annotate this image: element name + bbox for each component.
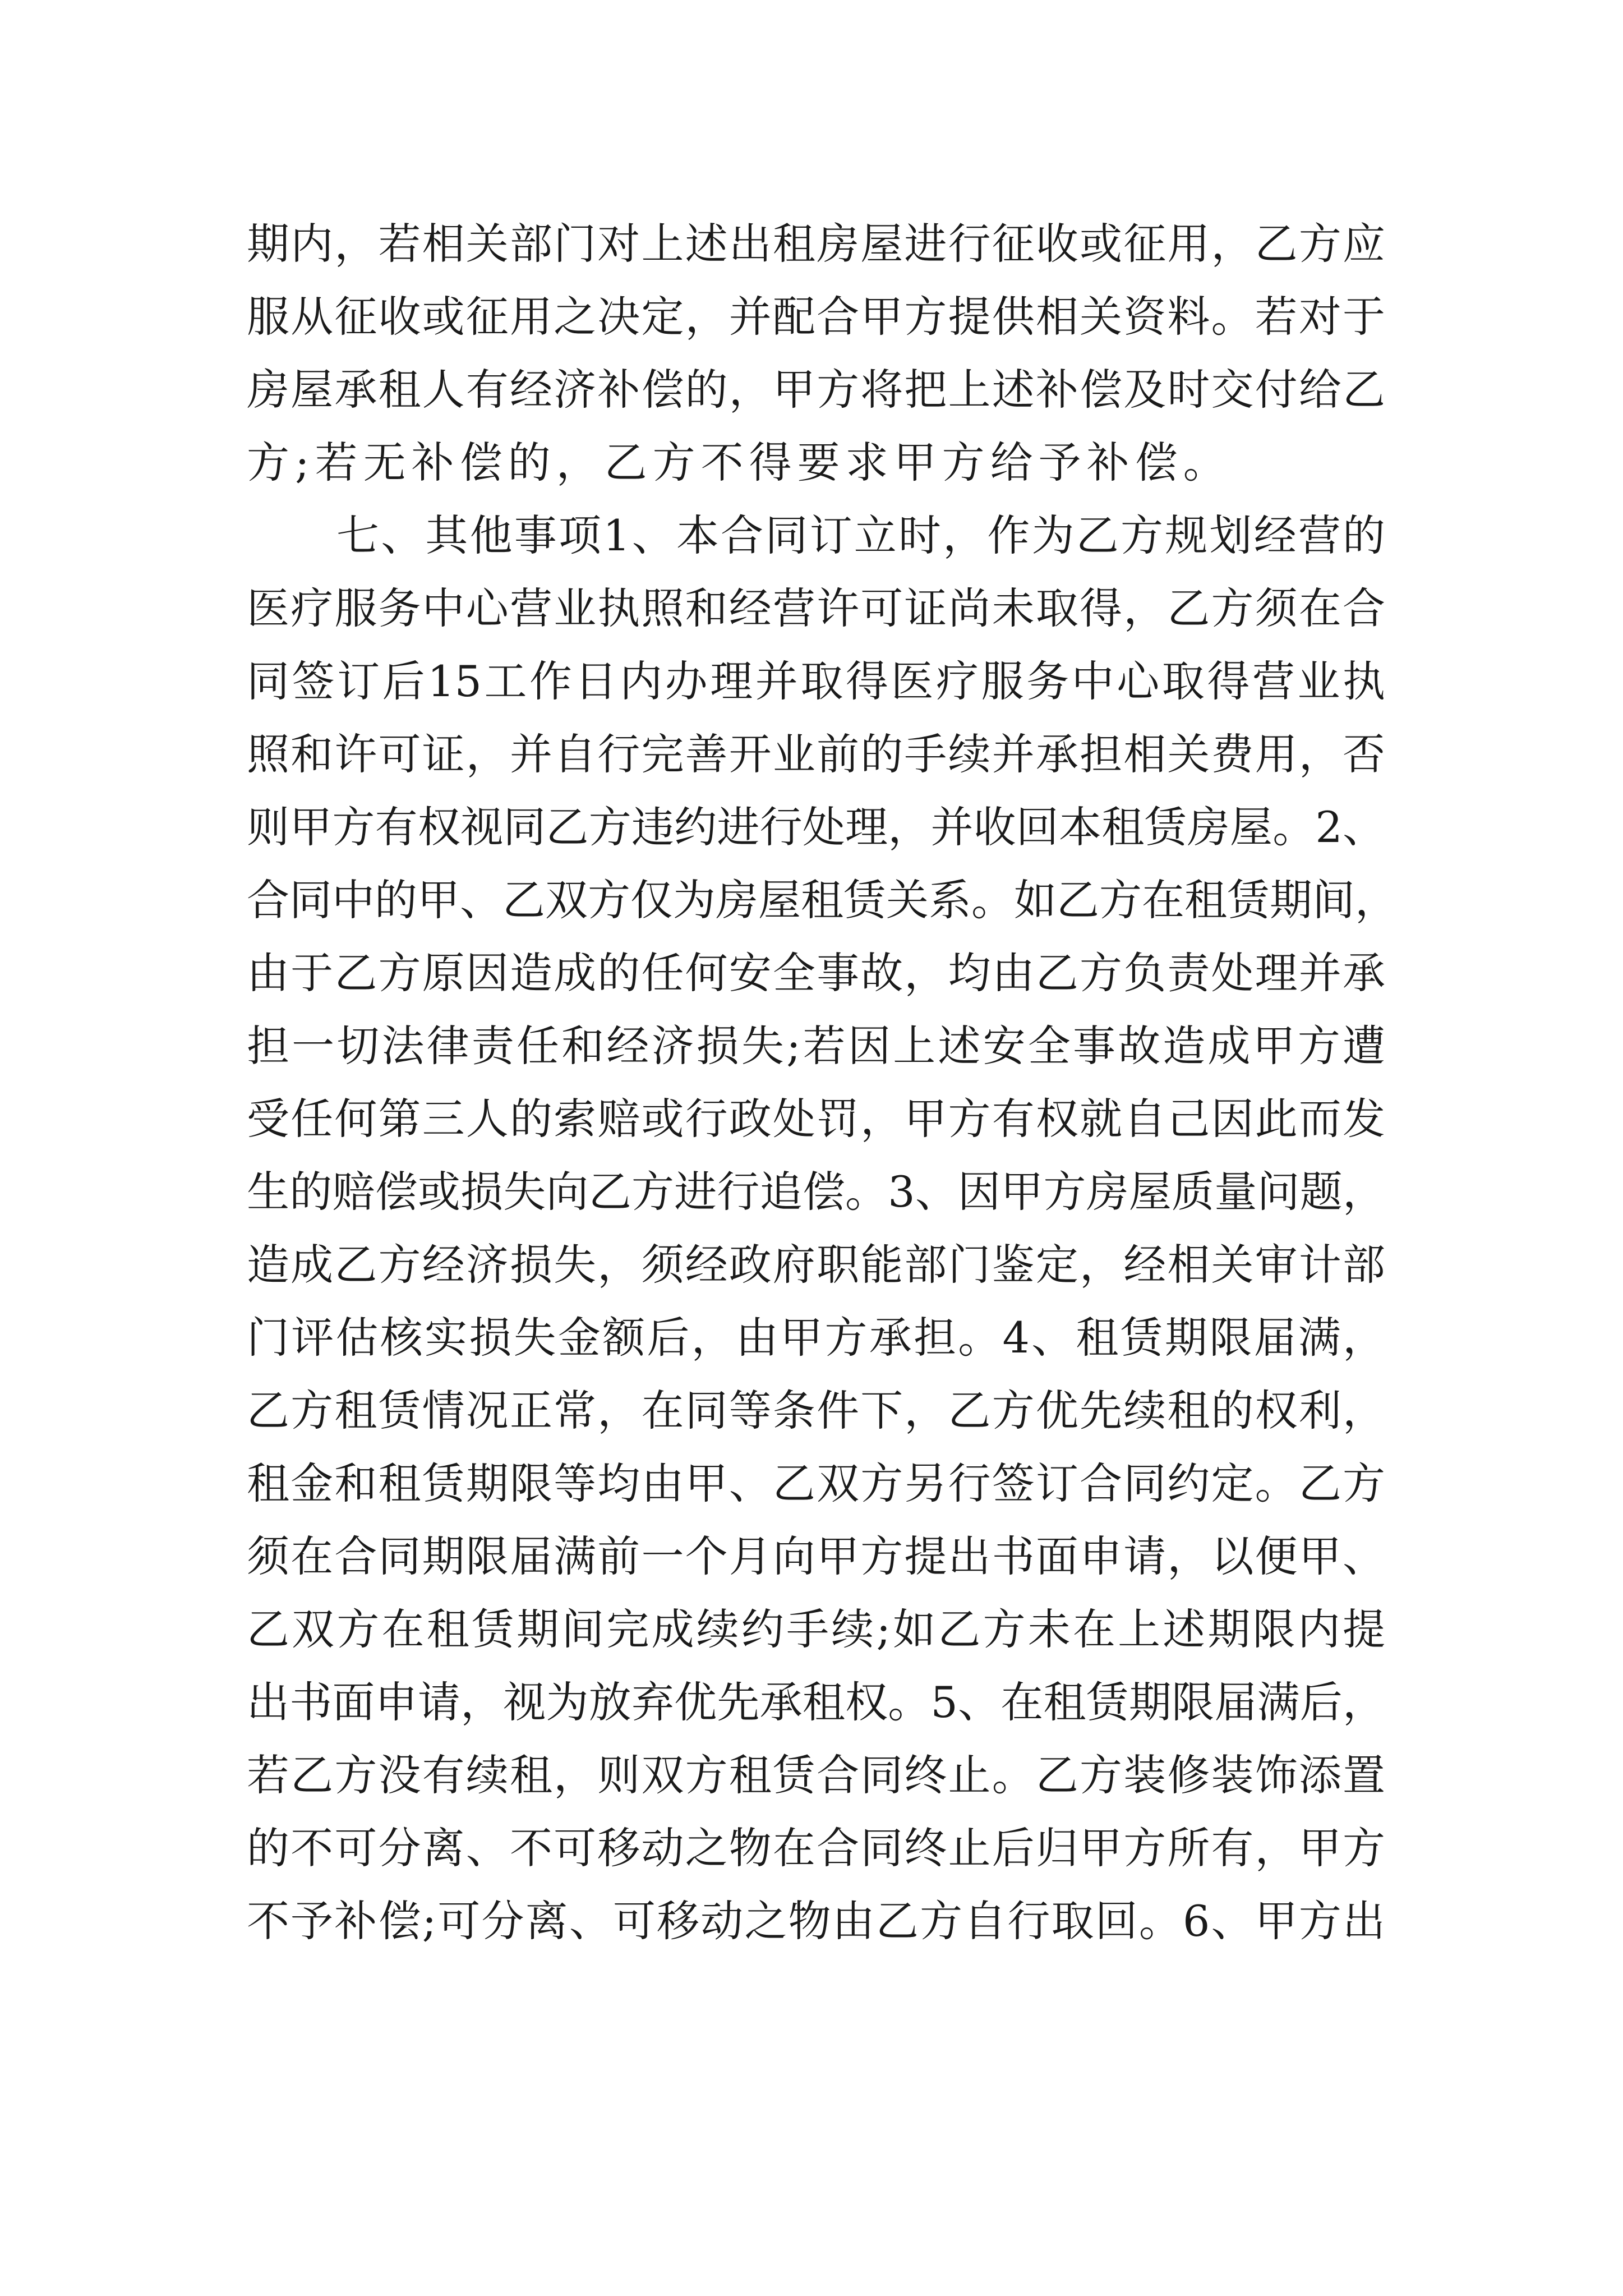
text-line-20: 乙双方在租赁期间完成续约手续;如乙方未在上述期限内提 <box>247 1604 1385 1654</box>
text-line-24: 不予补偿;可分离、可移动之物由乙方自行取回。6、甲方出 <box>247 1896 1385 1946</box>
text-line-13: 受任何第三人的索赔或行政处罚，甲方有权就自己因此而发 <box>247 1094 1385 1144</box>
text-line-1: 期内，若相关部门对上述出租房屋进行征收或征用，乙方应 <box>247 219 1385 269</box>
text-line-22: 若乙方没有续租，则双方租赁合同终止。乙方装修装饰添置 <box>247 1750 1385 1800</box>
text-line-3: 房屋承租人有经济补偿的，甲方将把上述补偿及时交付给乙 <box>247 365 1385 415</box>
text-line-23: 的不可分离、不可移动之物在合同终止后归甲方所有，甲方 <box>247 1823 1385 1873</box>
text-line-17: 乙方租赁情况正常，在同等条件下，乙方优先续租的权利， <box>247 1386 1385 1435</box>
text-line-19: 须在合同期限届满前一个月向甲方提出书面申请，以便甲、 <box>247 1531 1385 1581</box>
text-line-16: 门评估核实损失金额后，由甲方承担。4、租赁期限届满， <box>247 1313 1385 1363</box>
text-line-10: 合同中的甲、乙双方仅为房屋租赁关系。如乙方在租赁期间， <box>247 875 1398 925</box>
text-line-18: 租金和租赁期限等均由甲、乙双方另行签订合同约定。乙方 <box>247 1458 1385 1508</box>
text-line-4: 方;若无补偿的，乙方不得要求甲方给予补偿。 <box>247 438 1232 487</box>
text-line-21: 出书面申请，视为放弃优先承租权。5、在租赁期限届满后， <box>247 1677 1385 1727</box>
text-line-6: 医疗服务中心营业执照和经营许可证尚未取得，乙方须在合 <box>247 583 1385 633</box>
text-line-2: 服从征收或征用之决定，并配合甲方提供相关资料。若对于 <box>247 292 1385 342</box>
text-line-15: 造成乙方经济损失，须经政府职能部门鉴定，经相关审计部 <box>247 1240 1385 1290</box>
text-line-5: 七、其他事项1、本合同订立时，作为乙方规划经营的 <box>336 510 1385 560</box>
text-line-8: 照和许可证，并自行完善开业前的手续并承担相关费用，否 <box>247 729 1385 779</box>
text-line-7: 同签订后15工作日内办理并取得医疗服务中心取得营业执 <box>247 656 1385 706</box>
text-line-9: 则甲方有权视同乙方违约进行处理，并收回本租赁房屋。2、 <box>247 802 1385 852</box>
text-line-12: 担一切法律责任和经济损失;若因上述安全事故造成甲方遭 <box>247 1021 1385 1071</box>
text-line-14: 生的赔偿或损失向乙方进行追偿。3、因甲方房屋质量问题， <box>247 1167 1385 1217</box>
text-line-11: 由于乙方原因造成的任何安全事故，均由乙方负责处理并承 <box>247 948 1385 998</box>
